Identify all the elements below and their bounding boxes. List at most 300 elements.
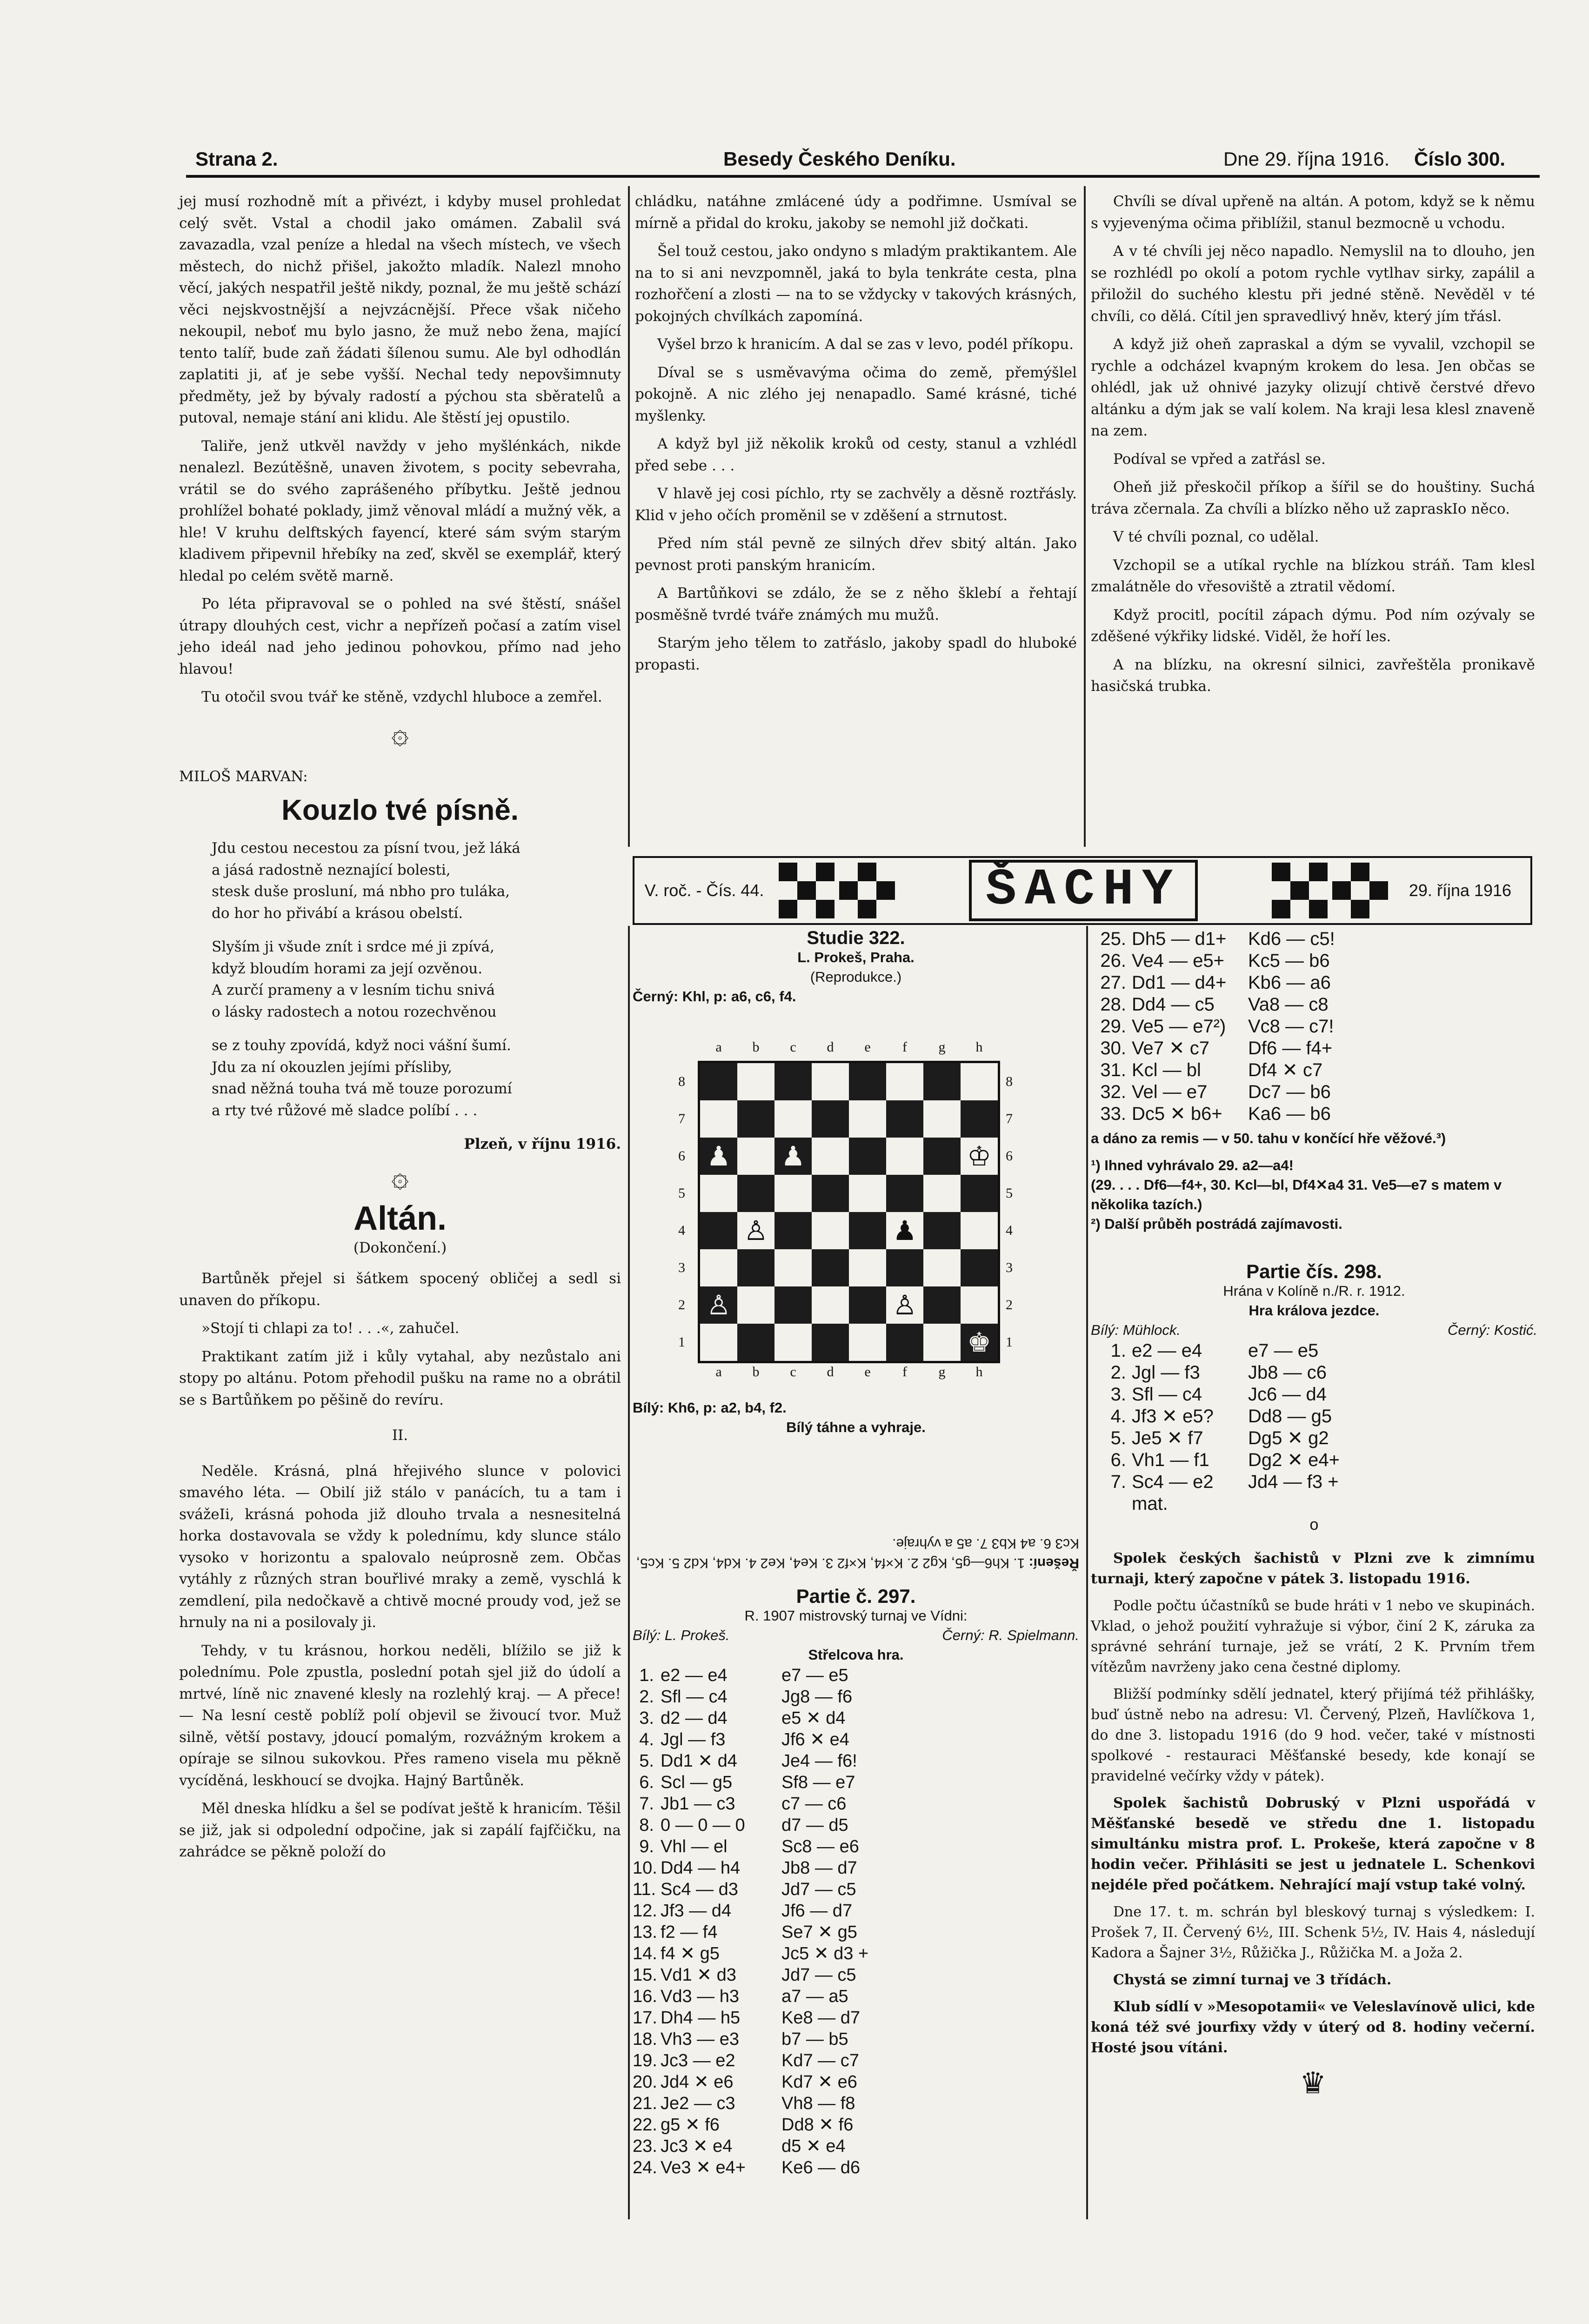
move-number: 3. (1110, 1384, 1126, 1405)
checker-ornament-icon (779, 863, 835, 918)
black-move: Jd7 — c5 (781, 1880, 856, 1899)
move-row (633, 1922, 1079, 1943)
white-move: Vel — e7 (1132, 1082, 1208, 1102)
square-d2 (812, 1286, 849, 1324)
page-number: Strana 2. (195, 148, 278, 170)
black-move: c7 — c6 (781, 1794, 847, 1814)
white-move: Sfl — c4 (661, 1687, 728, 1707)
pawn-black-icon: ♟ (893, 1215, 917, 1246)
move-row (633, 2029, 1079, 2050)
square-d4 (812, 1212, 849, 1249)
white-move: 0 — 0 — 0 (661, 1815, 745, 1835)
story-column-3 (1091, 191, 1535, 704)
chess-notices (1091, 1548, 1535, 2102)
poem-line: Jdu cestou necestou za písní tvou, jež láká (212, 840, 521, 857)
story-paragraph: chládku, natáhne zmlácené údy a podřimne. Usmíval se mírně a přidal do kroku, jakoby se nemohl již dočkati. (635, 193, 1077, 232)
square-e3 (849, 1249, 886, 1286)
move-number: 29. (1100, 1016, 1126, 1037)
story-paragraph: Díval se s usměvavýma očima do země, přemýšlel pokojně. A nic zlého jej nenapadlo. Samé krásné, tiché myšlenky. (635, 364, 1077, 424)
black-move: Jd4 — f3 + (1248, 1472, 1339, 1492)
notice-paragraph: Podle počtu účastníků se bude hráti v 1 nebo ve skupinách. Vklad, o jehož použití vyhražuje si výbor, činí 2 K, záruka za správné sehrání turnaje, jež se vrátí, 2 K. Prvním třem vítězům navrženy jako cena čestné diplomy. (1091, 1598, 1535, 1675)
study-title: Studie 322. (807, 928, 905, 948)
move-number: 17. (633, 2008, 657, 2028)
story-column-1 (179, 191, 621, 1869)
black-move: Jb8 — d7 (781, 1858, 857, 1878)
move-row (1091, 1059, 1537, 1081)
move-number: 1. (639, 1666, 654, 1685)
white-move: Jc3 — e2 (661, 2051, 735, 2070)
black-move: Ke8 — d7 (781, 2008, 860, 2028)
rank-label: 5 (1006, 1185, 1013, 1201)
rank-label: 1 (1006, 1334, 1013, 1350)
solution-label: Řešení: (1028, 1555, 1079, 1571)
black-move: Dd8 — g5 (1248, 1406, 1332, 1427)
opening-name: Hra králova jezdce. (1248, 1302, 1380, 1319)
move-row (633, 1857, 1079, 1879)
white-move: d2 — d4 (661, 1708, 728, 1728)
square-c3 (774, 1249, 812, 1286)
move-row (1091, 994, 1537, 1016)
square-f8 (886, 1063, 923, 1100)
white-move: Ve4 — e5+ (1132, 951, 1225, 971)
notice-paragraph: Spolek českých šachistů v Plzni zve k zimnímu turnaji, který započne v pátek 3. listopadu 1916. (1091, 1550, 1535, 1587)
white-move: Vd1 ✕ d3 (661, 1965, 736, 1985)
move-row (1091, 1406, 1537, 1427)
black-move: Sf8 — e7 (781, 1773, 855, 1792)
poem-line: stesk duše prosluní, má nbho pro tuláka, (212, 883, 510, 900)
square-f3 (886, 1249, 923, 1286)
banner-date: 29. října 1916 (1409, 881, 1512, 900)
square-c5 (774, 1175, 812, 1212)
move-number: 13. (633, 1922, 657, 1942)
black-move: Dd8 ✕ f6 (781, 2115, 854, 2135)
black-move: Df6 — f4+ (1248, 1038, 1333, 1058)
story-paragraph: Vzchopil se a utíkal rychle na blízkou stráň. Tam klesl zmalátněle do vřesoviště a ztratil vědomí. (1091, 556, 1535, 595)
move-number: 20. (633, 2072, 657, 2092)
story-paragraph: Šel touž cestou, jako ondyno s mladým praktikantem. Ale na to si ani nevzpomněl, jaká to byla tenkráte cesta, plna rozhořčení a zlosti — na to se vždycky v takových krásných, pokojných chvílkách zapomíná. (635, 243, 1077, 325)
square-e1 (849, 1324, 886, 1361)
move-row (1091, 1016, 1537, 1038)
move-row (1091, 1340, 1537, 1362)
file-label: d (827, 1039, 834, 1055)
move-number: 2. (639, 1687, 654, 1707)
story-paragraph: Taliře, jenž utkvěl navždy v jeho myšlénkách, nikde nenalezl. Bezútěšně, unaven životem, s pocity sebevraha, vrátil se do svého zaprášeného příbytku. Ještě jednou prohlížel bohaté poklady, jimž věnoval mládí a mužný věk, a hle! V kruhu delftských fayencí, které sám svým starým kladivem připevnil hřebíky na zeď, skvěl se exemplář, který hledal po celém světě marně. (179, 437, 621, 584)
move-number: 11. (633, 1880, 656, 1899)
story-paragraph: Tehdy, v tu krásnou, horkou neděli, blížilo se již k polednímu. Pole zpustla, poslední potah sjel již do údolí a mrtvé, líně nic znavené klesly na rozlehlý kraj. — A přece! — Na lesní cestě poblíž polí objevil se živoucí tvor. Muž silně, větší postavy, jdoucí pomalým, rozvážným krokem a opíraje se silnou sukovkou. Přes rameno visela mu pěkně vycíděná, leskhoucí se dvojka. Hajný Bartůněk. (179, 1642, 621, 1789)
move-number: 4. (639, 1730, 654, 1749)
square-f6 (886, 1138, 923, 1175)
black-move: Ke6 — d6 (781, 2158, 860, 2177)
move-row (1091, 950, 1537, 972)
file-label: e (864, 1039, 871, 1055)
square-e2 (849, 1286, 886, 1324)
story-paragraph: Neděle. Krásná, plná hřejivého slunce v polovici smavého léta. — Obilí již stálo v panácích, tu a tam i svážeIi, krásná pohoda již dlouho trvala a nesnesitelná horka dostavovala se vždy k polednímu, kdy slunce stálo vysoko v horizontu a spalovalo neúprosně zem. Občas vytáhly z různých stran bouřlivé mraky a země, vyschlá k zemdlení, pila nedočkavě a chtivě mocné proudy vod, jež se hrnuly na ni a posilovaly ji. (179, 1462, 621, 1631)
square-d3 (812, 1249, 849, 1286)
black-move: Vc8 — c7! (1248, 1016, 1334, 1037)
black-move: e5 ✕ d4 (781, 1708, 846, 1728)
white-move: Dc5 ✕ b6+ (1132, 1104, 1222, 1124)
black-move: d5 ✕ e4 (781, 2136, 846, 2156)
story-paragraph: Chvíli se díval upřeně na altán. A potom, když se k němu s vyjevenýma očima přiblížil, stanul bezmocně u vchodu. (1091, 193, 1535, 232)
black-player: Černý: R. Spielmann. (942, 1627, 1079, 1643)
move-row (633, 1729, 1079, 1750)
story-column-2 (635, 191, 1077, 682)
square-a4 (700, 1212, 737, 1249)
study-note: (Reprodukce.) (810, 969, 902, 985)
move-number: 6. (639, 1773, 654, 1792)
white-move: Sfl — c4 (1132, 1384, 1202, 1405)
move-number: 7. (639, 1794, 654, 1814)
rank-label: 6 (1006, 1148, 1013, 1164)
move-row (1091, 1362, 1537, 1384)
board-file-labels (700, 1039, 998, 1055)
poem-line: snad něžná touha tvá mě touze porozumí (212, 1080, 512, 1097)
square-b5 (737, 1175, 774, 1212)
game-moves (1091, 1340, 1537, 1515)
square-a8 (700, 1063, 737, 1100)
square-c1 (774, 1324, 812, 1361)
notice-paragraph: Klub sídlí v »Mesopotamii« ve Veleslavínově ulici, kde koná též své jourfixy vždy v úterý od 8. hodiny večerní. Hosté jsou vítáni. (1091, 1999, 1535, 2056)
move-number: 3. (639, 1708, 654, 1728)
file-label: h (975, 1364, 983, 1380)
white-move: Jb1 — c3 (661, 1794, 735, 1814)
black-move: Jb8 — c6 (1248, 1362, 1327, 1383)
square-g4 (923, 1212, 961, 1249)
black-move: Jg8 — f6 (781, 1687, 853, 1707)
white-move: Scl — g5 (661, 1773, 733, 1792)
black-move: Va8 — c8 (1248, 994, 1329, 1015)
black-move: Kd7 ✕ e6 (781, 2072, 857, 2092)
story-paragraph: Bartůněk přejel si šátkem spocený obličej a sedl si unaven do příkopu. (179, 1270, 621, 1309)
story-paragraph: Oheň již přeskočil příkop a šířil se do houštiny. Suchá tráva zčernala. Za chvíli a blízko něho už zapraskIo něco. (1091, 479, 1535, 517)
move-row (1091, 928, 1537, 950)
move-row (633, 2114, 1079, 2136)
footnote: ¹) Ihned vyhrávalo 29. a2—a4! (1091, 1157, 1294, 1173)
square-h7 (961, 1100, 998, 1138)
square-b4 (737, 1212, 774, 1249)
file-label: c (790, 1364, 796, 1380)
file-label: a (715, 1039, 722, 1055)
column-divider (1084, 186, 1086, 847)
black-move: Df4 ✕ c7 (1248, 1060, 1323, 1080)
white-move: Sc4 — e2 (1132, 1472, 1214, 1492)
black-move: d7 — d5 (781, 1815, 848, 1835)
white-move: Jc3 ✕ e4 (661, 2136, 733, 2156)
king-white-icon: ♔ (967, 1140, 991, 1172)
move-number: 19. (633, 2051, 657, 2070)
column-divider (628, 186, 630, 847)
move-row (1091, 1384, 1537, 1406)
story-paragraph: Měl dneska hlídku a šel se podívat ještě k hranicím. Těšil se již, jak si odpolední odpočine, jak si zapálí fajfčičku, na zahrádce se pěkně položí do (179, 1800, 621, 1860)
move-row (633, 1665, 1079, 1686)
file-label: h (975, 1039, 983, 1055)
move-row (633, 2136, 1079, 2157)
square-g8 (923, 1063, 961, 1100)
black-move: b7 — b5 (781, 2029, 848, 2049)
notice-paragraph: Bližší podmínky sdělí jednatel, který přijímá též přihlášky, buď ústně nebo na adresu: Vl. Červený, Plzeň, Havlíčkova 1, do dne 3. listopadu 1916 (do 9 hod. večer, také v místnosti spolkové - restauraci Měšťanské besedy, kde konají se pravidelné večírky vždy v pátek). (1091, 1686, 1535, 1784)
move-number: 7. (1110, 1472, 1126, 1492)
rank-label: 3 (678, 1260, 685, 1275)
black-move: Dg2 ✕ e4+ (1248, 1450, 1340, 1470)
column-divider (1086, 926, 1088, 2219)
opening-name: Střelcova hra. (808, 1647, 904, 1663)
file-label: b (752, 1039, 760, 1055)
black-move: e7 — e5 (1248, 1340, 1319, 1361)
black-move: Kd6 — c5! (1248, 929, 1335, 949)
game-title: Partie č. 297. (796, 1585, 916, 1607)
game-title: Partie čís. 298. (1246, 1260, 1382, 1282)
rank-label: 2 (678, 1297, 685, 1313)
move-number: 32. (1100, 1082, 1126, 1102)
file-label: b (752, 1364, 760, 1380)
rank-label: 4 (1006, 1223, 1013, 1238)
poem-title: Kouzlo tvé písně. (281, 794, 519, 826)
newspaper-name: Besedy Českého Deníku. (723, 148, 956, 170)
poem-line: Jdu za ní okouzlen jejími přísliby, (212, 1058, 453, 1076)
board-rank-labels (1006, 1063, 1013, 1361)
white-move: Jf3 — d4 (661, 1901, 732, 1921)
move-number: 24. (633, 2158, 657, 2177)
notice-paragraph: Chystá se zimní turnaj ve 3 třídách. (1113, 1972, 1392, 1988)
square-e4 (849, 1212, 886, 1249)
move-row (633, 1708, 1079, 1729)
white-move: e2 — e4 (1132, 1340, 1202, 1361)
story-paragraph: jej musí rozhodně mít a přivézt, i kdyby musel prohledat celý svět. Vstal a chodil jako omámen. Zabalil svá zavazadla, vzal peníze a hledal na všech místech, ve všech městech, do nichž přišel, jakožto mladík. Nalezl mnoho věcí, jakých nespatřil ještě nikdy, poznal, že mu ještě schází věci nejskvostnější a nejvzácnější. Přece však ničeho nekoupil, neboť mu bylo jasno, že muž nebo žena, mající tento talíř, bude zaň žádati šílenou sumu. Ale byl odhodlán zaplatiti ji, ať je sebe vyšší. Nechal tedy nepovšimnuty předměty, jež by bývaly radostí a pýchou sta sběratelů a putoval, nemaje stání ani klidu. Ale štěstí jej opustilo. (179, 193, 621, 426)
black-move: Kb6 — a6 (1248, 972, 1331, 993)
square-b8 (737, 1063, 774, 1100)
square-e8 (849, 1063, 886, 1100)
file-label: c (790, 1039, 796, 1055)
notice-paragraph: Spolek šachistů Dobruský v Plzni uspořádá v Měšťanské besedě ve středu dne 1. listopadu simultánku mistra prof. L. Prokeše, která započne v 8 hodin večer. Přihlásiti se jest u jednatele L. Schenkovi nejdéle před počátkem. Nehrající mají vstup také volný. (1091, 1795, 1535, 1893)
king-black-icon: ♚ (967, 1326, 991, 1358)
game-297 (633, 1587, 1079, 2178)
move-number: 15. (633, 1965, 657, 1985)
move-row (633, 1879, 1079, 1900)
square-a2 (700, 1286, 737, 1324)
poem (179, 837, 621, 1121)
rank-label: 3 (1006, 1260, 1013, 1275)
rank-label: 8 (678, 1074, 685, 1089)
move-number: 30. (1100, 1038, 1126, 1058)
square-g6 (923, 1138, 961, 1175)
pawn-white-icon: ♙ (707, 1289, 731, 1321)
white-move: Vh1 — f1 (1132, 1450, 1209, 1470)
pawn-white-icon: ♙ (893, 1289, 917, 1321)
rank-label: 6 (678, 1148, 685, 1164)
file-label: d (827, 1364, 834, 1380)
game-subtitle: R. 1907 mistrovský turnaj ve Vídni: (744, 1607, 968, 1624)
move-number: 18. (633, 2029, 657, 2049)
white-move: Je5 ✕ f7 (1132, 1428, 1203, 1448)
square-d8 (812, 1063, 849, 1100)
black-move: Jc5 ✕ d3 + (781, 1944, 869, 1963)
black-move: Jd7 — c5 (781, 1965, 856, 1985)
move-number: 4. (1110, 1406, 1126, 1427)
square-g7 (923, 1100, 961, 1138)
move-number: 6. (1110, 1450, 1126, 1470)
white-move: Vh3 — e3 (661, 2029, 739, 2049)
square-b3 (737, 1249, 774, 1286)
move-number: 8. (639, 1815, 654, 1835)
file-label: f (902, 1039, 907, 1055)
story-paragraph: V té chvíli poznal, co udělal. (1113, 529, 1319, 545)
square-b2 (737, 1286, 774, 1324)
white-move: Dd4 — h4 (661, 1858, 741, 1878)
white-move: Dd1 — d4+ (1132, 972, 1227, 993)
move-row (633, 1772, 1079, 1793)
move-row (1091, 1427, 1537, 1449)
square-g3 (923, 1249, 961, 1286)
square-h6 (961, 1138, 998, 1175)
rank-label: 8 (1006, 1074, 1013, 1089)
black-move: Sc8 — e6 (781, 1837, 859, 1856)
white-player: Bílý: Mühlock. (1091, 1322, 1181, 1338)
white-move: mat. (1132, 1494, 1168, 1514)
white-move: Jgl — f3 (1132, 1362, 1200, 1383)
white-player: Bílý: L. Prokeš. (633, 1627, 730, 1643)
move-row (1091, 972, 1537, 994)
square-g1 (923, 1324, 961, 1361)
square-a7 (700, 1100, 737, 1138)
square-h3 (961, 1249, 998, 1286)
square-e7 (849, 1100, 886, 1138)
move-number: 5. (639, 1751, 654, 1771)
checker-ornament-icon (1332, 863, 1388, 918)
pawn-white-icon: ♙ (744, 1215, 768, 1246)
study-black-pieces: Černý: Khl, p: a6, c6, f4. (633, 988, 796, 1005)
move-number: 5. (1110, 1428, 1126, 1448)
game-297-continued (1091, 928, 1537, 2102)
white-move: Je2 — c3 (661, 2094, 735, 2113)
square-f1 (886, 1324, 923, 1361)
white-move: Jd4 ✕ e6 (661, 2072, 734, 2092)
white-move: Kcl — bl (1132, 1060, 1201, 1080)
square-h4 (961, 1212, 998, 1249)
story-paragraph: A v té chvíli jej něco napadlo. Nemyslil na to dlouho, jen se rozhlédl po okolí a potom rychle vytlhav sirky, zapálil a přiložil do suchého klestu při jedné stěně. Nevěděl v té chvíli, co dělá. Cítil jen spravedlivý hněv, který jím třásl. (1091, 243, 1535, 325)
file-label: g (938, 1364, 946, 1380)
move-number: 33. (1100, 1104, 1126, 1124)
move-row (633, 2071, 1079, 2093)
white-move: Vhl — el (661, 1837, 728, 1856)
banner-volume: V. roč. - Čís. 44. (644, 881, 764, 900)
square-e5 (849, 1175, 886, 1212)
study-footer (633, 1398, 1079, 1437)
poem-line: A zurčí prameny a v lesním tichu snivá (212, 982, 495, 998)
poem-place-date: Plzeň, v říjnu 1916. (464, 1136, 621, 1152)
rank-label: 4 (678, 1223, 685, 1238)
black-move: Kc5 — b6 (1248, 951, 1330, 971)
square-d7 (812, 1100, 849, 1138)
white-move: g5 ✕ f6 (661, 2115, 720, 2135)
story-paragraph: Když procitl, pocítil zápach dýmu. Pod ním ozývaly se zděšené výkřiky lidské. Viděl, že hoří les. (1091, 606, 1535, 645)
column-divider (628, 926, 630, 2219)
move-row (633, 1815, 1079, 1836)
white-move: Sc4 — d3 (661, 1880, 738, 1899)
square-a1 (700, 1324, 737, 1361)
game-subtitle: Hrána v Kolíně n./R. r. 1912. (1223, 1283, 1405, 1299)
square-c4 (774, 1212, 812, 1249)
file-label: a (715, 1364, 722, 1380)
black-move: Jf6 ✕ e4 (781, 1730, 849, 1749)
study-white-pieces: Bílý: Kh6, p: a2, b4, f2. (633, 1400, 787, 1416)
move-row (1091, 1471, 1537, 1493)
white-move: Dd4 — c5 (1132, 994, 1215, 1015)
move-number (1091, 1493, 1132, 1515)
rank-label: 2 (1006, 1297, 1013, 1313)
move-number: 26. (1100, 951, 1126, 971)
black-move (1248, 1493, 1364, 1515)
poem-line: když bloudím horami za její ozvěnou. (212, 960, 483, 977)
footnote: (29. . . . Df6—f4+, 30. Kcl—bl, Df4✕a4 31. Ve5—e7 s matem v několika tazích.) (1091, 1177, 1502, 1212)
header-rule (186, 175, 1540, 178)
study-solution-inverted (633, 1461, 1079, 1573)
black-player: Černý: Kostić. (1448, 1322, 1537, 1338)
pawn-black-icon: ♟ (707, 1140, 731, 1172)
end-mark: o (1309, 1516, 1319, 1534)
square-c2 (774, 1286, 812, 1324)
white-move: Dd1 ✕ d4 (661, 1751, 737, 1771)
game-moves (1091, 928, 1537, 1125)
game-moves (633, 1665, 1079, 2178)
chess-section-banner (633, 856, 1532, 925)
poem-line: a jásá radostně neznající bolesti, (212, 861, 451, 878)
story-paragraph: A když byl již několik kroků od cesty, stanul a vzhlédl před sebe . . . (635, 435, 1077, 474)
move-number: 14. (633, 1944, 657, 1963)
move-row (633, 1900, 1079, 1922)
rank-label: 5 (678, 1185, 685, 1201)
story-paragraph: A na blízku, na okresní silnici, zavřeštěla pronikavě hasičská trubka. (1091, 656, 1535, 695)
solution-text: 1. Kh6—g5, Kg2 2. K×f4, K×f2 3. Ke4, Ke2 4. Kd4, Kd2 5. Kc5, Kc3 6. a4 Kb3 7. a5 a vyhraje. (636, 1536, 1079, 1571)
white-move: Ve3 ✕ e4+ (661, 2158, 746, 2177)
file-label: g (938, 1039, 946, 1055)
move-row (633, 1686, 1079, 1708)
square-a5 (700, 1175, 737, 1212)
chapter-number: II. (392, 1427, 408, 1444)
story-paragraph: Po léta připravoval se o pohled na své štěstí, snášel útrapy dlouhých cest, vichr a nepřízeň počasí a zatím visel jeho ideál nad jeho jedinou pohovkou, přímo nad jeho hlavou! (179, 596, 621, 677)
move-number: 31. (1100, 1060, 1126, 1080)
board-rank-labels (678, 1063, 685, 1361)
move-number: 25. (1100, 929, 1126, 949)
story-paragraph: Praktikant zatím již i kůly vytahal, aby nezůstalo ani stopy po altánu. Potom přehodil pušku na rame no a obrátil se s Bartůňkem po pěšině do revíru. (179, 1348, 621, 1408)
move-row (1091, 1081, 1537, 1103)
move-row (1091, 1493, 1537, 1515)
square-e6 (849, 1138, 886, 1175)
square-g2 (923, 1286, 961, 1324)
move-row (633, 1964, 1079, 1986)
story-paragraph: V hlavě jej cosi píchlo, rty se zachvěly a děsně roztřásly. Klid v jeho očích proměnil se v zděšení a strnutost. (635, 485, 1077, 524)
story-paragraph: Vyšel brzo k hranicím. A dal se zas v levo, podél příkopu. (657, 336, 1074, 353)
black-move: Dg5 ✕ g2 (1248, 1428, 1329, 1448)
file-label: f (902, 1364, 907, 1380)
white-move: Jgl — f3 (661, 1730, 726, 1749)
checker-ornament-icon (1272, 863, 1328, 918)
move-number: 12. (633, 1901, 657, 1921)
square-a6 (700, 1138, 737, 1175)
queen-ornament-icon: ♛ (1299, 2066, 1327, 2101)
move-number: 23. (633, 2136, 657, 2156)
notice-paragraph: Dne 17. t. m. schrán byl bleskový turnaj s výsledkem: I. Prošek 7, II. Červený 6½, III. Schenk 5½, IV. Hais 4, následují Kadora a Šajner 3½, Růžička J., Růžička M. a Joža 2. (1091, 1904, 1535, 1961)
square-d6 (812, 1138, 849, 1175)
square-f5 (886, 1175, 923, 1212)
white-move: f2 — f4 (661, 1922, 718, 1942)
chess-board (698, 1061, 1000, 1363)
story-subtitle: (Dokončení.) (353, 1239, 447, 1256)
square-f4 (886, 1212, 923, 1249)
game-result: a dáno za remis — v 50. tahu v končící hře věžové.³) (1091, 1130, 1446, 1146)
story-paragraph: A když již oheň zapraskal a dým se vyvalil, vzchopil se rychle a odcházel kvapným krokem do lesa. Jen občas se ohlédl, jak už ohnivé jazyky olizují chtivě čerstvé dřevo altánku a dým jak se valí kolem. Na kraji lesa klesl znaveně na zem. (1091, 336, 1535, 439)
move-number: 9. (639, 1837, 654, 1856)
chess-section-title: ŠACHY (969, 860, 1198, 921)
